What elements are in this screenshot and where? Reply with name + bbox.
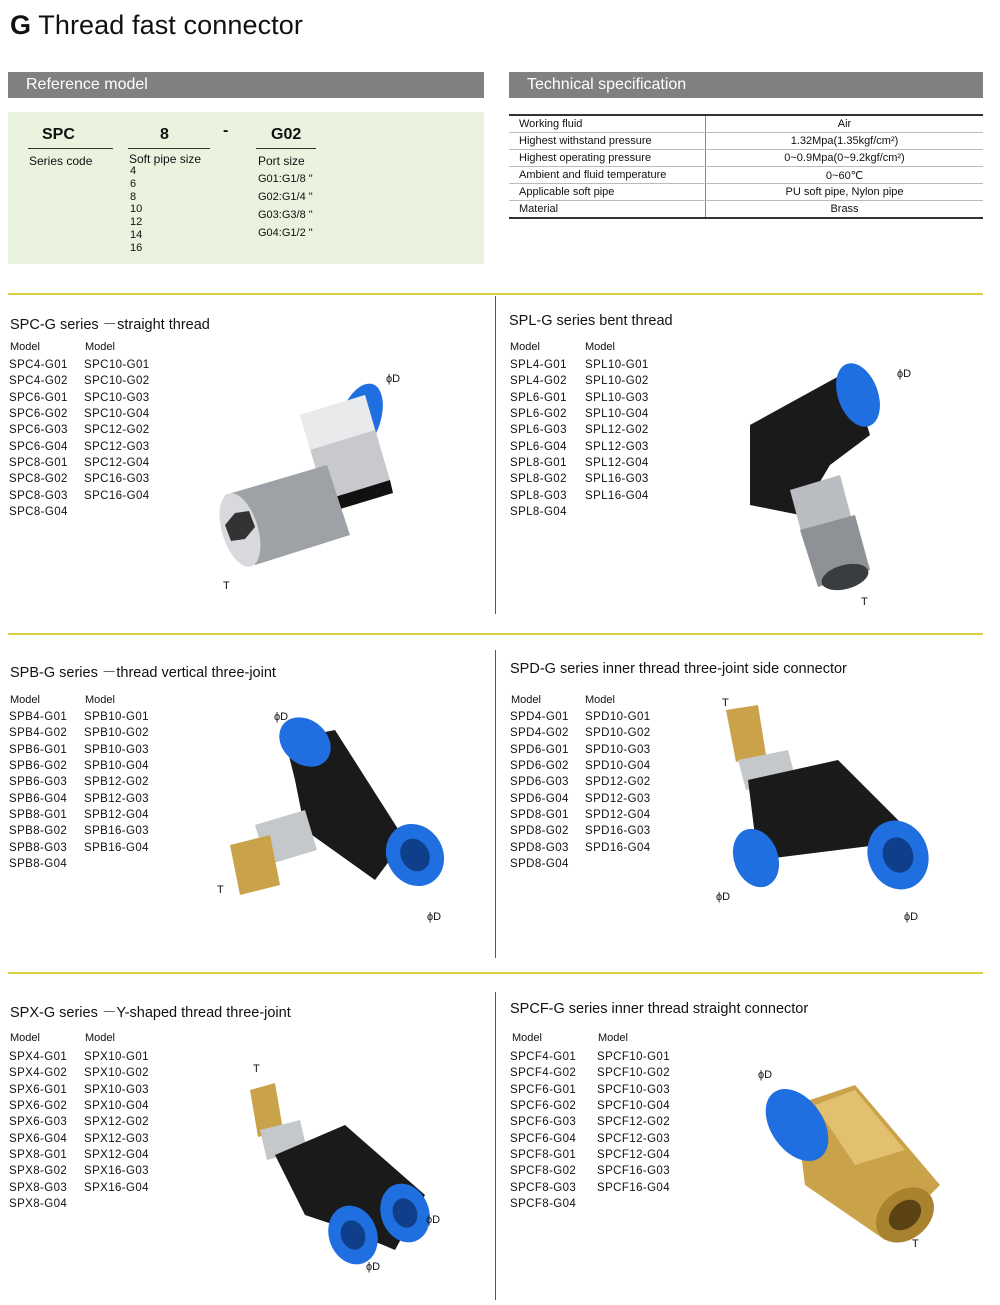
model-list xyxy=(585,357,649,504)
divider xyxy=(8,972,983,974)
list-item: SPD16-G03 xyxy=(585,825,651,838)
list-item: SPB12-G04 xyxy=(84,809,149,822)
list-item: SPX12-G03 xyxy=(84,1132,149,1145)
list-item: SPCF6-G03 xyxy=(510,1116,577,1129)
list-item: SPD8-G04 xyxy=(510,858,569,871)
list-item: SPB6-G04 xyxy=(9,792,68,805)
list-item: SPC8-G01 xyxy=(9,457,68,470)
port-size-value: G02 xyxy=(271,126,302,143)
list-item: SPC8-G04 xyxy=(9,506,68,519)
list-item: SPL10-G01 xyxy=(585,359,649,371)
list-item: SPD10-G01 xyxy=(585,711,651,723)
dimension-label: T xyxy=(253,1063,260,1075)
technical-spec-header: Technical specification xyxy=(509,72,983,98)
list-item: SPC6-G03 xyxy=(9,424,68,437)
pipe-size-value: 8 xyxy=(160,126,169,143)
model-list xyxy=(9,1049,67,1212)
reference-model-box xyxy=(8,112,484,264)
list-item: SPB8-G02 xyxy=(9,825,68,838)
dimension-label: ϕD xyxy=(716,891,731,903)
list-item: SPD8-G01 xyxy=(510,809,569,822)
list-item: SPC6-G04 xyxy=(9,440,68,453)
list-item: SPB10-G01 xyxy=(84,711,149,723)
list-item: SPCF10-G03 xyxy=(597,1083,671,1096)
section-title-spl: SPL-G series bent thread xyxy=(509,313,673,329)
list-item: SPC12-G03 xyxy=(84,440,150,453)
list-item: SPCF6-G04 xyxy=(510,1132,577,1145)
list-item: SPB10-G03 xyxy=(84,743,149,756)
section-title-spx: SPX-G series －Y-shaped thread three-joint xyxy=(10,1005,291,1021)
list-item: SPD10-G03 xyxy=(585,743,651,756)
list-item: SPX8-G02 xyxy=(9,1165,68,1178)
model-header: Model xyxy=(585,341,615,353)
list-item: SPX6-G03 xyxy=(9,1116,68,1129)
list-item: SPL16-G03 xyxy=(585,473,649,486)
column-divider xyxy=(495,650,496,958)
list-item: SPD12-G04 xyxy=(585,809,651,822)
list-item: SPL6-G02 xyxy=(510,408,567,421)
list-item: SPD8-G03 xyxy=(510,841,569,854)
spec-row: Working fluid Air xyxy=(509,115,983,133)
series-code-value: SPC xyxy=(42,126,75,143)
reference-model-header: Reference model xyxy=(8,72,484,98)
list-item: SPD6-G04 xyxy=(510,792,569,805)
list-item: SPC10-G04 xyxy=(84,408,150,421)
list-item: SPL16-G04 xyxy=(585,489,649,502)
list-item: SPC12-G02 xyxy=(84,424,150,437)
spec-row: Ambient and fluid temperature 0~60℃ xyxy=(509,167,983,184)
model-header: Model xyxy=(10,694,40,706)
list-item: SPX6-G02 xyxy=(9,1100,68,1113)
model-list xyxy=(84,709,149,856)
model-header: Model xyxy=(598,1032,628,1044)
model-list xyxy=(510,357,567,520)
list-item: SPCF4-G01 xyxy=(510,1051,577,1063)
list-item: SPCF16-G04 xyxy=(597,1181,671,1194)
list-item: SPD12-G02 xyxy=(585,776,651,789)
list-item: SPB8-G04 xyxy=(9,858,68,871)
section-title-spcf: SPCF-G series inner thread straight connector xyxy=(510,1001,809,1017)
list-item: SPC10-G02 xyxy=(84,375,150,388)
side-tee-connector-image xyxy=(718,700,938,900)
list-item: SPC4-G02 xyxy=(9,375,68,388)
dimension-label: ϕD xyxy=(897,368,912,380)
dimension-label: T xyxy=(223,580,230,592)
list-item: SPCF8-G02 xyxy=(510,1165,577,1178)
list-item: SPC8-G02 xyxy=(9,473,68,486)
list-item: SPB6-G03 xyxy=(9,776,68,789)
model-header: Model xyxy=(510,341,540,353)
list-item: SPX10-G03 xyxy=(84,1083,149,1096)
list-item: SPCF12-G04 xyxy=(597,1149,671,1162)
list-item: SPB16-G03 xyxy=(84,825,149,838)
list-item: SPX4-G01 xyxy=(9,1051,68,1063)
pipe-size-label: Soft pipe size xyxy=(129,152,202,166)
dimension-label: ϕD xyxy=(386,373,401,385)
list-item: SPD6-G02 xyxy=(510,760,569,773)
list-item: SPC6-G01 xyxy=(9,391,68,404)
list-item: SPL6-G01 xyxy=(510,391,567,404)
list-item: SPB4-G01 xyxy=(9,711,68,723)
model-list xyxy=(9,709,67,872)
spec-row: Applicable soft pipe PU soft pipe, Nylon pipe xyxy=(509,184,983,201)
list-item: SPC8-G03 xyxy=(9,489,68,502)
list-item: SPX16-G04 xyxy=(84,1181,149,1194)
female-connector-image xyxy=(755,1075,945,1245)
elbow-connector-image xyxy=(730,355,900,595)
list-item: SPCF10-G02 xyxy=(597,1067,671,1080)
list-item: SPX8-G03 xyxy=(9,1181,68,1194)
list-item: SPL6-G04 xyxy=(510,440,567,453)
list-item: SPCF6-G01 xyxy=(510,1083,577,1096)
list-item: SPC4-G01 xyxy=(9,359,68,371)
dimension-label: ϕD xyxy=(758,1069,773,1081)
y-connector-image xyxy=(245,1075,445,1265)
model-header: Model xyxy=(85,694,115,706)
list-item: SPCF8-G04 xyxy=(510,1198,577,1211)
list-item: SPCF12-G02 xyxy=(597,1116,671,1129)
list-item: SPCF6-G02 xyxy=(510,1100,577,1113)
list-item: SPL6-G03 xyxy=(510,424,567,437)
technical-spec-table xyxy=(509,114,983,219)
list-item: SPL4-G01 xyxy=(510,359,567,371)
list-item: SPCF8-G03 xyxy=(510,1181,577,1194)
list-item: SPC10-G01 xyxy=(84,359,150,371)
list-item: SPX4-G02 xyxy=(9,1067,68,1080)
list-item: SPB16-G04 xyxy=(84,841,149,854)
list-item: SPL8-G04 xyxy=(510,506,567,519)
dimension-label: ϕD xyxy=(366,1261,381,1273)
page-title: G Thread fast connector xyxy=(10,10,303,40)
list-item: SPD4-G02 xyxy=(510,727,569,740)
dimension-label: T xyxy=(217,884,224,896)
list-item: SPB10-G02 xyxy=(84,727,149,740)
list-item: SPC12-G04 xyxy=(84,457,150,470)
list-item: SPD10-G02 xyxy=(585,727,651,740)
list-item: SPD6-G01 xyxy=(510,743,569,756)
list-item: SPB12-G03 xyxy=(84,792,149,805)
list-item: SPB8-G03 xyxy=(9,841,68,854)
code-dash: - xyxy=(223,122,229,139)
list-item: SPL10-G04 xyxy=(585,408,649,421)
list-item: SPCF12-G03 xyxy=(597,1132,671,1145)
dimension-label: T xyxy=(861,596,868,608)
dimension-label: T xyxy=(722,697,729,709)
model-list xyxy=(510,1049,576,1212)
list-item: SPX10-G04 xyxy=(84,1100,149,1113)
series-code-label: Series code xyxy=(29,154,93,168)
list-item: SPD10-G04 xyxy=(585,760,651,773)
section-title-spd: SPD-G series inner thread three-joint side connector xyxy=(510,661,847,677)
model-header: Model xyxy=(85,341,115,353)
column-divider xyxy=(495,296,496,614)
list-item: SPX8-G01 xyxy=(9,1149,68,1162)
list-item: SPD16-G04 xyxy=(585,841,651,854)
list-item: SPX6-G04 xyxy=(9,1132,68,1145)
list-item: SPL8-G01 xyxy=(510,457,567,470)
list-item: SPCF10-G01 xyxy=(597,1051,671,1063)
section-title-spb: SPB-G series －thread vertical three-joint xyxy=(10,665,276,681)
section-title-spc: SPC-G series －straight thread xyxy=(10,317,210,333)
list-item: SPCF10-G04 xyxy=(597,1100,671,1113)
list-item: SPX12-G04 xyxy=(84,1149,149,1162)
list-item: SPC10-G03 xyxy=(84,391,150,404)
model-header: Model xyxy=(585,694,615,706)
list-item: SPB6-G02 xyxy=(9,760,68,773)
model-list xyxy=(510,709,569,872)
list-item: SPL12-G02 xyxy=(585,424,649,437)
list-item: SPL10-G03 xyxy=(585,391,649,404)
tee-connector-image xyxy=(225,720,455,900)
list-item: SPX12-G02 xyxy=(84,1116,149,1129)
list-item: SPL8-G03 xyxy=(510,489,567,502)
list-item: SPC16-G03 xyxy=(84,473,150,486)
column-divider xyxy=(495,992,496,1300)
model-list xyxy=(9,357,68,520)
model-list xyxy=(84,1049,149,1196)
list-item: SPD8-G02 xyxy=(510,825,569,838)
pipe-size-list: 4 6 8 10 12 14 16 xyxy=(130,165,143,254)
model-list xyxy=(84,357,150,504)
model-list xyxy=(585,709,651,856)
list-item: SPB6-G01 xyxy=(9,743,68,756)
model-header: Model xyxy=(85,1032,115,1044)
dimension-label: ϕD xyxy=(274,711,289,723)
straight-connector-image xyxy=(215,375,415,585)
model-header: Model xyxy=(10,1032,40,1044)
list-item: SPX8-G04 xyxy=(9,1198,68,1211)
list-item: SPB4-G02 xyxy=(9,727,68,740)
list-item: SPD6-G03 xyxy=(510,776,569,789)
list-item: SPD12-G03 xyxy=(585,792,651,805)
list-item: SPL10-G02 xyxy=(585,375,649,388)
dimension-label: ϕD xyxy=(426,1214,441,1226)
list-item: SPB10-G04 xyxy=(84,760,149,773)
list-item: SPL4-G02 xyxy=(510,375,567,388)
list-item: SPCF16-G03 xyxy=(597,1165,671,1178)
dimension-label: T xyxy=(912,1238,919,1250)
list-item: SPCF4-G02 xyxy=(510,1067,577,1080)
model-header: Model xyxy=(511,694,541,706)
model-list xyxy=(597,1049,670,1196)
list-item: SPD4-G01 xyxy=(510,711,569,723)
list-item: SPX6-G01 xyxy=(9,1083,68,1096)
spec-row: Material Brass xyxy=(509,201,983,219)
list-item: SPB8-G01 xyxy=(9,809,68,822)
divider xyxy=(8,633,983,635)
list-item: SPCF8-G01 xyxy=(510,1149,577,1162)
divider xyxy=(8,293,983,295)
port-size-label: Port size xyxy=(258,154,305,168)
list-item: SPC16-G04 xyxy=(84,489,150,502)
dimension-label: ϕD xyxy=(427,911,442,923)
list-item: SPB12-G02 xyxy=(84,776,149,789)
list-item: SPX10-G02 xyxy=(84,1067,149,1080)
model-header: Model xyxy=(10,341,40,353)
list-item: SPX16-G03 xyxy=(84,1165,149,1178)
list-item: SPL8-G02 xyxy=(510,473,567,486)
spec-row: Highest operating pressure 0~0.9Mpa(0~9.2kgf/cm²) xyxy=(509,150,983,167)
list-item: SPL12-G03 xyxy=(585,440,649,453)
list-item: SPL12-G04 xyxy=(585,457,649,470)
model-header: Model xyxy=(512,1032,542,1044)
port-size-list: G01:G1/8 " G02:G1/4 " G03:G3/8 " G04:G1/2 " xyxy=(258,173,313,239)
list-item: SPX10-G01 xyxy=(84,1051,149,1063)
list-item: SPC6-G02 xyxy=(9,408,68,421)
dimension-label: ϕD xyxy=(904,911,919,923)
spec-row: Highest withstand pressure 1.32Mpa(1.35kgf/cm²) xyxy=(509,133,983,150)
